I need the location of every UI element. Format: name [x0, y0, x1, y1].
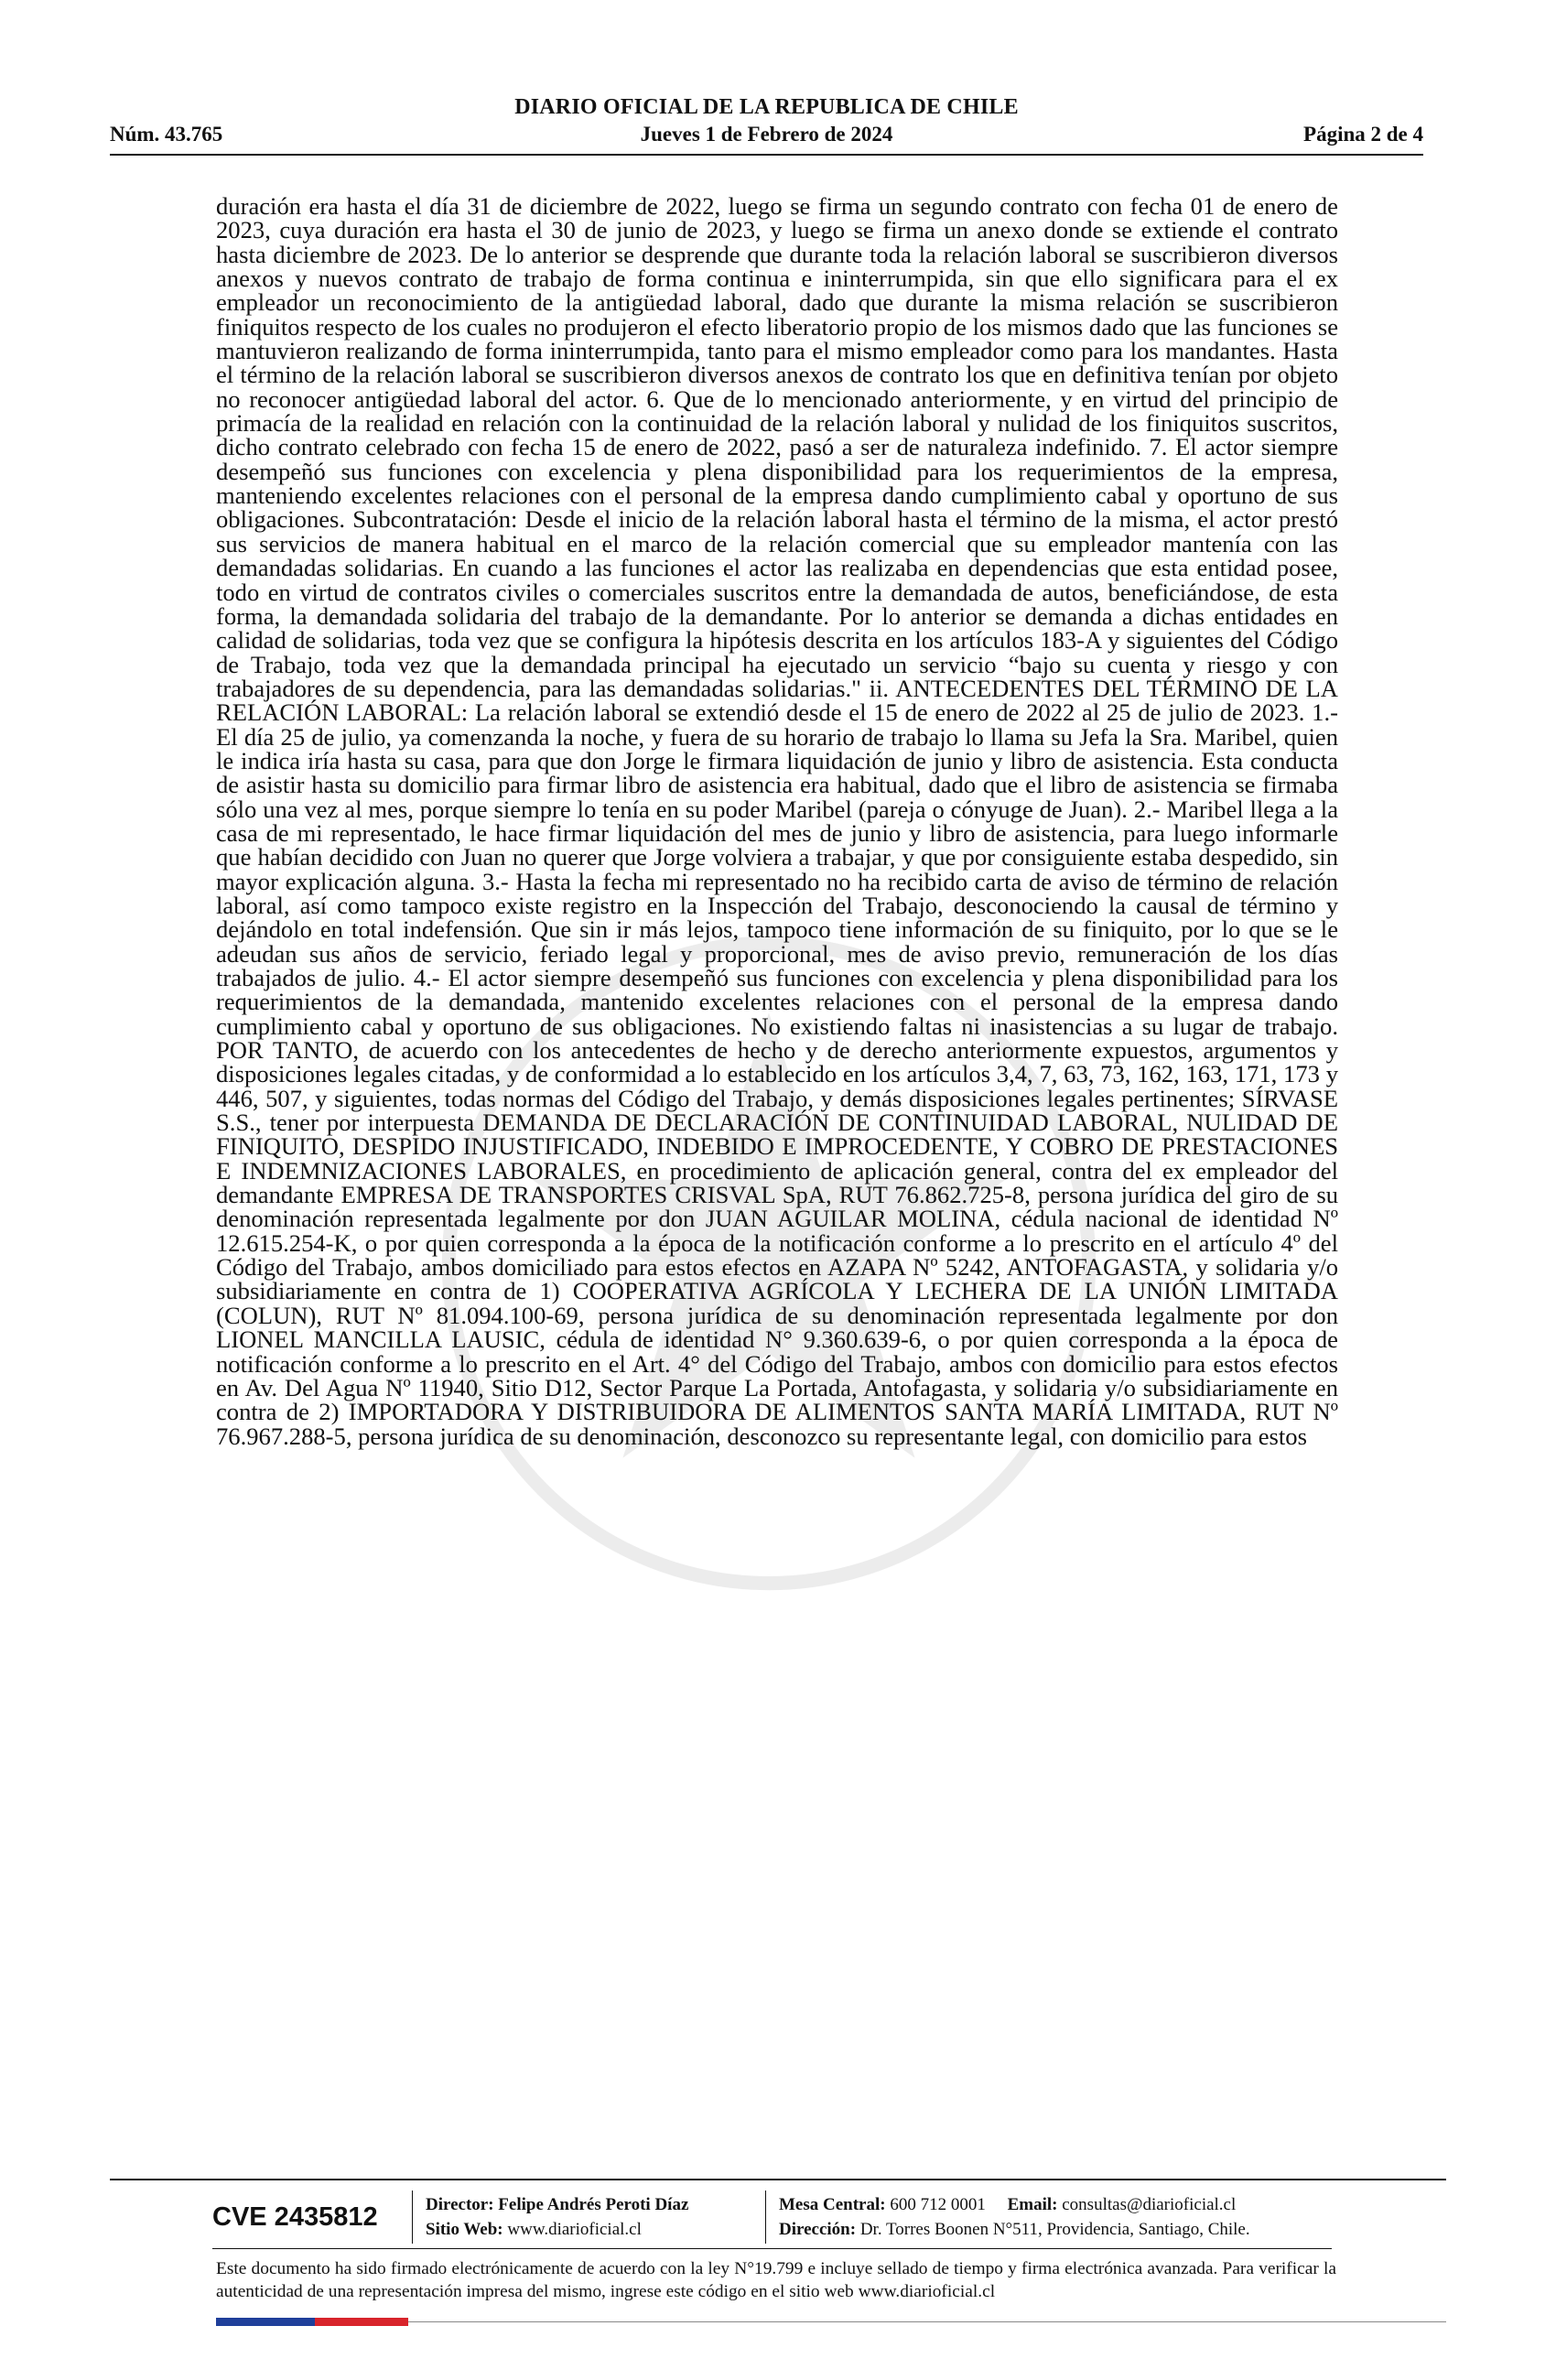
flag-stripe-red: [315, 2318, 408, 2326]
issue-number: Núm. 43.765: [110, 123, 223, 146]
address-value: Dr. Torres Boonen N°511, Providencia, Santiago, Chile.: [859, 2220, 1250, 2239]
publication-title: DIARIO OFICIAL DE LA REPUBLICA DE CHILE: [514, 95, 1019, 119]
page-header: [110, 92, 1423, 156]
cve-code: CVE 2435812: [212, 2202, 378, 2232]
footer-separator: [765, 2191, 766, 2244]
director-name: Felipe Andrés Peroti Díaz: [498, 2195, 689, 2214]
footer-divider: [212, 2248, 1332, 2249]
footer-separator: [412, 2191, 413, 2244]
footer-director-block: [426, 2192, 688, 2242]
document-body-text: duración era hasta el día 31 de diciembre de 2022, luego se firma un segundo contrato con fecha 01 de enero de 2023, cuya duración era hasta el 30 de junio de 2023, y luego se firma un anexo donde se extiende el contrato hasta diciembre de 2023. De lo anterior se desprende que durante toda la relación laboral se suscribieron diversos anexos y nuevos contrato de trabajo de forma continua e ininterrumpida, sin que ello significara para el ex empleador un reconocimiento de la antigüedad laboral, dado que durante la misma relación se suscribieron finiquitos respecto de los cuales no produjeron el efecto liberatorio propio de los mismos dado que las funciones se mantuvieron realizando de forma ininterrumpida, tanto para el mismo empleador como para los mandantes. Hasta el término de la relación laboral se suscribieron diversos anexos de contrato los que en definitiva tenían por objeto no reconocer antigüedad laboral del actor. 6. Que de lo mencionado anteriormente, y en virtud del principio de primacía de la realidad en relación con la continuidad de la relación laboral y nulidad de los finiquitos suscritos, dicho contrato celebrado con fecha 15 de enero de 2022, pasó a ser de naturaleza indefinido. 7. El actor siempre desempeñó sus funciones con excelencia y plena disponibilidad para los requerimientos de la empresa, manteniendo excelentes relaciones con el personal de la empresa dando cumplimiento cabal y oportuno de sus obligaciones. Subcontratación: Desde el inicio de la relación laboral hasta el término de la misma, el actor prestó sus servicios de manera habitual en el marco de la relación comercial que su empleador mantenía con las demandadas solidarias. En cuando a las funciones el actor las realizaba en dependencias que esta entidad posee, todo en virtud de contratos civiles o comerciales suscritos entre la demandada de autos, beneficiándose, de esta forma, la demandada solidaria del trabajo de la demandante. Por lo anterior se demanda a dichas entidades en calidad de solidarias, toda vez que se configura la hipótesis descrita en los artículos 183-A y siguientes del Código de Trabajo, toda vez que la demandada principal ha ejecutado un servicio “bajo su cuenta y riesgo y con trabajadores de su dependencia, para las demandadas solidarias." ii. ANTECEDENTES DEL TÉRMINO DE LA RELACIÓN LABORAL: La relación laboral se extendió desde el 15 de enero de 2022 al 25 de julio de 2023. 1.- El día 25 de julio, ya comenzanda la noche, y fuera de su horario de trabajo lo llama su Jefa la Sra. Maribel, quien le indica iría hasta su casa, para que don Jorge le firmara liquidación de junio y libro de asistencia. Esta conducta de asistir hasta su domicilio para firmar libro de asistencia era habitual, dado que el libro de asistencia se firmaba sólo una vez al mes, porque siempre lo tenía en su poder Maribel (pareja o cónyuge de Juan). 2.- Maribel llega a la casa de mi representado, le hace firmar liquidación del mes de junio y libro de asistencia, para luego informarle que habían decidido con Juan no querer que Jorge volviera a trabajar, y que por consiguiente estaba despedido, sin mayor explicación alguna. 3.- Hasta la fecha mi representado no ha recibido carta de aviso de término de relación laboral, así como tampoco existe registro en la Inspección del Trabajo, desconociendo la causal de término y dejándolo en total indefensión. Que sin ir más lejos, tampoco tiene información de su finiquito, por lo que se le adeudan sus años de servicio, feriado legal y proporcional, mes de aviso previo, remuneración de los días trabajados de julio. 4.- El actor siempre desempeñó sus funciones con excelencia y plena disponibilidad para los requerimientos de la demandada, mantenido excelentes relaciones con el personal de la empresa dando cumplimiento cabal y oportuno de sus obligaciones. No existiendo faltas ni inasistencias a su lugar de trabajo. POR TANTO, de acuerdo con los antecedentes de hecho y de derecho anteriormente expuestos, argumentos y disposiciones legales citadas, y de conformidad a lo establecido en los artículos 3,4, 7, 63, 73, 162, 163, 171, 173 y 446, 507, y siguientes, todas normas del Código del Trabajo, y demás disposiciones legales pertinentes; SÍRVASE S.S., tener por interpuesta DEMANDA DE DECLARACIÓN DE CONTINUIDAD LABORAL, NULIDAD DE FINIQUITO, DESPIDO INJUSTIFICADO, INDEBIDO E IMPROCEDENTE, Y COBRO DE PRESTACIONES E INDEMNIZACIONES LABORALES, en procedimiento de aplicación general, contra del ex empleador del demandante EMPRESA DE TRANSPORTES CRISVAL SpA, RUT 76.862.725-8, persona jurídica del giro de su denominación representada legalmente por don JUAN AGUILAR MOLINA, cédula nacional de identidad Nº 12.615.254-K, o por quien corresponda a la época de la notificación conforme a lo prescrito en el artículo 4º del Código del Trabajo, ambos domiciliado para estos efectos en AZAPA Nº 5242, ANTOFAGASTA, y solidaria y/o subsidiariamente en contra de 1) COOPERATIVA AGRÍCOLA Y LECHERA DE LA UNIÓN LIMITADA (COLUN), RUT Nº 81.094.100-69, persona jurídica de su denominación representada legalmente por don LIONEL MANCILLA LAUSIC, cédula de identidad N° 9.360.639-6, o por quien corresponda a la época de notificación conforme a lo prescrito en el Art. 4° del Código del Trabajo, ambos con domicilio para estos efectos en Av. Del Agua Nº 11940, Sitio D12, Sector Parque La Portada, Antofagasta, y solidaria y/o subsidiariamente en contra de 2) IMPORTADORA Y DISTRIBUIDORA DE ALIMENTOS SANTA MARÍA LIMITADA, RUT Nº 76.967.288-5, persona jurídica de su denominación, desconozco su representante legal, con domicilio para estos: [216, 192, 1338, 1450]
footer-divider: [408, 2321, 1446, 2322]
email-label: Email:: [1007, 2195, 1058, 2214]
page-indicator: Página 2 de 4: [1303, 123, 1423, 146]
header-divider: [110, 154, 1423, 156]
email-link[interactable]: consultas@diarioficial.cl: [1062, 2195, 1237, 2214]
website-label: Sitio Web:: [426, 2220, 503, 2239]
electronic-signature-notice: Este documento ha sido firmado electrónicamente de acuerdo con la ley N°19.799 e incluye sellado de tiempo y firma electrónica avanzada. Para verificar la autenticidad de una representación impresa del mismo, ingrese este código en el sitio web www.diarioficial.cl: [216, 2259, 1336, 2301]
phone-label: Mesa Central:: [779, 2195, 886, 2214]
phone-number: 600 712 0001: [890, 2195, 986, 2214]
director-label: Director:: [426, 2195, 494, 2214]
flag-stripe-blue: [216, 2318, 315, 2326]
footer-contact-block: [779, 2192, 1250, 2242]
address-label: Dirección:: [779, 2220, 857, 2239]
website-link[interactable]: www.diarioficial.cl: [507, 2220, 642, 2239]
footer-divider: [110, 2179, 1446, 2180]
issue-date: Jueves 1 de Febrero de 2024: [640, 123, 893, 146]
